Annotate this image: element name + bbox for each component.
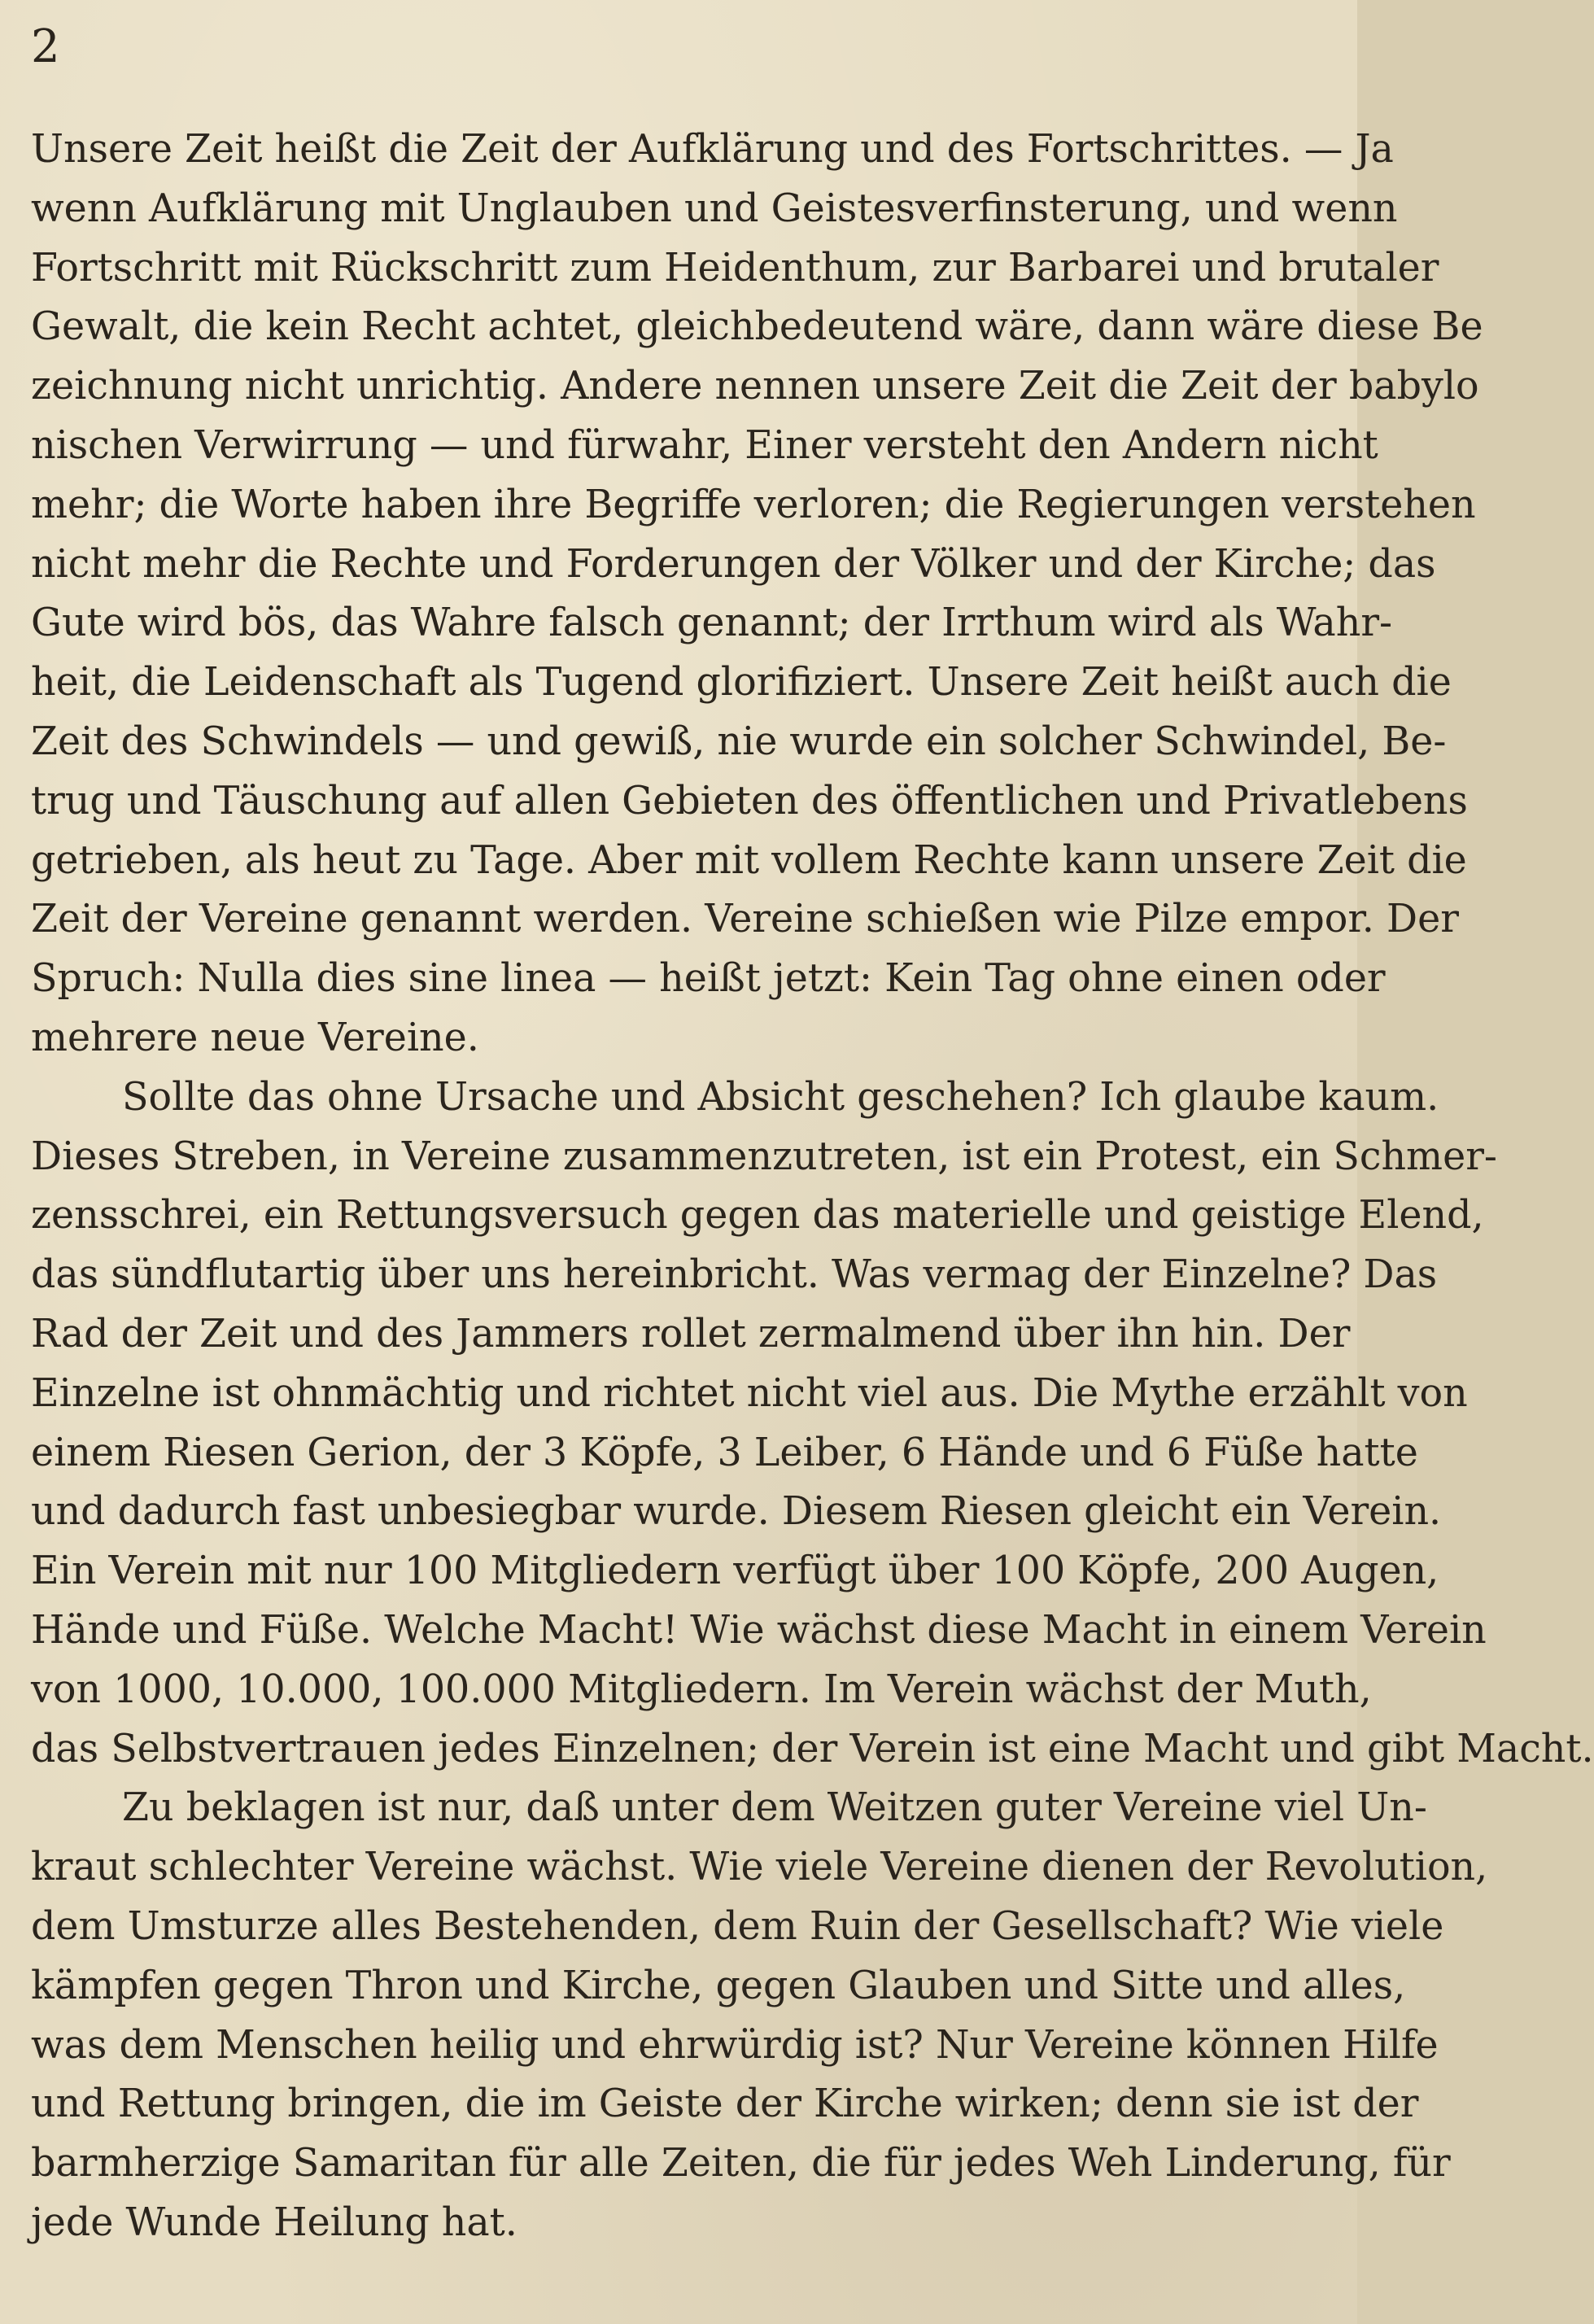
text-line: Fortschritt mit Rückschritt zum Heidenthum, zur Barbarei und brutaler <box>31 245 1439 290</box>
text-line: zeichnung nicht unrichtig. Andere nennen unsere Zeit die Zeit der babylo <box>31 364 1479 409</box>
text-line: Spruch: Nulla dies sine linea — heißt jetzt: Kein Tag ohne einen oder <box>31 956 1386 1002</box>
text-line: einem Riesen Gerion, der 3 Köpfe, 3 Leiber, 6 Hände und 6 Füße hatte <box>31 1430 1418 1475</box>
text-line: heit, die Leidenschaft als Tugend glorifiziert. Unsere Zeit heißt auch die <box>31 660 1452 706</box>
text-line: zensschrei, ein Rettungsversuch gegen das materielle und geistige Elend, <box>31 1193 1484 1238</box>
text-line: jede Wunde Heilung hat. <box>31 2200 518 2245</box>
text-line: kraut schlechter Vereine wächst. Wie viele Vereine dienen der Revolution, <box>31 1845 1488 1890</box>
page-number: 2 <box>31 20 60 73</box>
text-line: nischen Verwirrung — und fürwahr, Einer versteht den Andern nicht <box>31 422 1378 468</box>
text-line: mehr; die Worte haben ihre Begriffe verloren; die Regierungen verstehen <box>31 482 1476 527</box>
text-line: und Rettung bringen, die im Geiste der Kirche wirken; denn sie ist der <box>31 2082 1419 2127</box>
text-line: Ein Verein mit nur 100 Mitgliedern verfügt über 100 Köpfe, 200 Augen, <box>31 1549 1439 1594</box>
text-line: barmherzige Samaritan für alle Zeiten, die für jedes Weh Linderung, für <box>31 2141 1451 2186</box>
body-text <box>31 120 1594 2253</box>
text-line: was dem Menschen heilig und ehrwürdig ist? Nur Vereine können Hilfe <box>31 2022 1439 2068</box>
text-line: Gute wird bös, das Wahre falsch genannt; der Irrthum wird als Wahr- <box>31 601 1393 646</box>
text-line: Gewalt, die kein Recht achtet, gleichbedeutend wäre, dann wäre diese Be <box>31 304 1483 350</box>
text-line: trug und Täuschung auf allen Gebieten des öffentlichen und Privatlebens <box>31 778 1468 823</box>
text-line: wenn Aufklärung mit Unglauben und Geistesverfinsterung, und wenn <box>31 186 1398 231</box>
text-line: von 1000, 10.000, 100.000 Mitgliedern. Im Verein wächst der Muth, <box>31 1667 1372 1712</box>
text-line: Einzelne ist ohnmächtig und richtet nicht viel aus. Die Mythe erzählt von <box>31 1370 1468 1416</box>
text-line: Zeit des Schwindels — und gewiß, nie wurde ein solcher Schwindel, Be- <box>31 719 1447 764</box>
text-line: mehrere neue Vereine. <box>31 1015 479 1060</box>
text-line: Rad der Zeit und des Jammers rollet zermalmend über ihn hin. Der <box>31 1311 1351 1356</box>
text-line: Dieses Streben, in Vereine zusammenzutreten, ist ein Protest, ein Schmer- <box>31 1134 1497 1179</box>
text-line: das sündflutartig über uns hereinbricht. Was vermag der Einzelne? Das <box>31 1252 1438 1298</box>
text-line: dem Umsturze alles Bestehenden, dem Ruin der Gesellschaft? Wie viele <box>31 1903 1444 1949</box>
text-line: Unsere Zeit heißt die Zeit der Aufklärung und des Fortschrittes. — Ja <box>31 127 1394 172</box>
text-line: Zeit der Vereine genannt werden. Vereine schießen wie Pilze empor. Der <box>31 897 1459 942</box>
text-line: und dadurch fast unbesiegbar wurde. Diesem Riesen gleicht ein Verein. <box>31 1489 1442 1535</box>
text-line: das Selbstvertrauen jedes Einzelnen; der Verein ist eine Macht und gibt Macht. <box>31 1726 1594 1771</box>
text-line: Hände und Füße. Welche Macht! Wie wächst diese Macht in einem Verein <box>31 1607 1487 1653</box>
text-line: getrieben, als heut zu Tage. Aber mit vollem Rechte kann unsere Zeit die <box>31 837 1467 883</box>
text-line: Sollte das ohne Ursache und Absicht geschehen? Ich glaube kaum. <box>122 1074 1439 1120</box>
text-line: nicht mehr die Rechte und Forderungen der Völker und der Kirche; das <box>31 541 1436 587</box>
text-line: Zu beklagen ist nur, daß unter dem Weitzen guter Vereine viel Un- <box>122 1785 1427 1831</box>
text-line: kämpfen gegen Thron und Kirche, gegen Glauben und Sitte und alles, <box>31 1963 1406 2008</box>
